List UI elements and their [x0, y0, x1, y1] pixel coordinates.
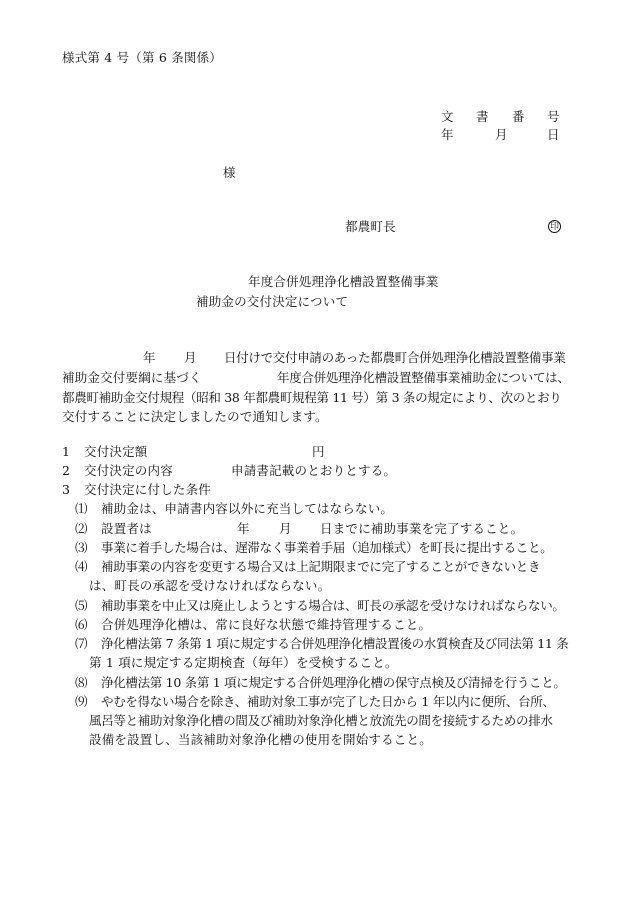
condition-number: ⑸ — [75, 598, 88, 613]
condition-number: ⑺ — [75, 636, 88, 651]
body-line-2-start: 補助金交付要綱に基づく — [62, 370, 202, 385]
condition-text-continued: 第 1 項に規定する定期検査（毎年）を受検すること。 — [89, 655, 398, 670]
condition-text-continued: は、町長の承認を受けなければならない。 — [89, 578, 331, 593]
doc-number-char: 文 — [441, 109, 454, 124]
condition-text-continued: 設備を設置し、当該補助対象浄化槽の使用を開始すること。 — [89, 732, 432, 747]
doc-number-char: 書 — [476, 109, 489, 124]
title-line-1: 年度合併処理浄化槽設置整備事業 — [248, 274, 439, 289]
body-line-3: 都農町補助金交付規程（昭和 38 年都農町規程第 11 号）第 3 条の規定により、次のとおり — [62, 390, 562, 405]
section-number: 2 — [62, 463, 70, 478]
section-label: 交付決定に付した条件 — [84, 482, 212, 497]
condition-text: 補助金は、申請書内容以外に充当してはならない。 — [101, 501, 394, 516]
section-value: 申請書記載のとおりとする。 — [231, 463, 397, 478]
condition-text: 浄化槽法第 10 条第 1 項に規定する合併処理浄化槽の保守点検及び清掃を行うこと。 — [101, 675, 566, 690]
condition-number: ⑷ — [75, 559, 88, 574]
condition-text: 合併処理浄化槽は、常に良好な状態で維持管理すること。 — [101, 617, 432, 632]
section-label: 交付決定の内容 — [84, 463, 173, 478]
doc-number-char: 号 — [547, 109, 560, 124]
condition-text-continued: 風呂等と補助対象浄化槽の間及び補助対象浄化槽と放流先の間を接続するための排水 — [89, 713, 553, 728]
condition-text: 事業に着手した場合は、遅滞なく事業着手届（追加様式）を町長に提出すること。 — [101, 540, 553, 555]
title-line-2: 補助金の交付決定について — [196, 294, 349, 309]
body-month-label: 月 — [184, 350, 197, 365]
section-label: 交付決定額 — [84, 444, 148, 459]
date-year-label: 年 — [441, 127, 454, 142]
doc-number-char: 番 — [512, 109, 525, 124]
condition-text: 設置者は — [101, 521, 152, 536]
condition-text: やむを得ない場合を除き、補助対象工事が完了した日から 1 年以内に便所、台所、 — [101, 694, 555, 709]
condition-text: 日までに補助事業を完了すること。 — [320, 521, 524, 536]
condition-number: ⑼ — [75, 694, 88, 709]
condition-year-label: 年 — [237, 521, 250, 536]
section-number: 1 — [62, 444, 70, 459]
amount-unit: 円 — [312, 444, 325, 459]
condition-number: ⑶ — [75, 540, 88, 555]
date-month-label: 月 — [495, 127, 508, 142]
condition-number: ⑻ — [75, 675, 88, 690]
date-day-label: 日 — [547, 127, 560, 142]
condition-month-label: 月 — [279, 521, 292, 536]
condition-number: ⑹ — [75, 617, 88, 632]
form-number-label: 様式第 4 号（第 6 条関係） — [62, 50, 222, 65]
condition-text: 補助事業を中止又は廃止しようとする場合は、町長の承認を受けなければならない。 — [101, 598, 565, 613]
issuer-title: 都農町長 — [345, 219, 396, 234]
body-line-2-end: 年度合併処理浄化槽設置整備事業補助金については、 — [277, 370, 570, 385]
condition-number: ⑵ — [75, 521, 88, 536]
body-line-4: 交付することに決定しましたので通知します。 — [62, 409, 328, 424]
condition-number: ⑴ — [75, 501, 88, 516]
condition-text: 補助事業の内容を変更する場合又は上記期限までに完了することができないとき — [101, 559, 541, 574]
body-year-label: 年 — [143, 350, 156, 365]
body-line-1: 日付けで交付申請のあった都農町合併処理浄化槽設置整備事業 — [224, 350, 566, 365]
section-number: 3 — [62, 482, 70, 497]
condition-text: 浄化槽法第 7 条第 1 項に規定する合併処理浄化槽設置後の水質検査及び同法第 11 条 — [101, 636, 569, 651]
addressee-honorific: 様 — [223, 165, 236, 180]
seal-mark: 印 — [549, 222, 559, 232]
